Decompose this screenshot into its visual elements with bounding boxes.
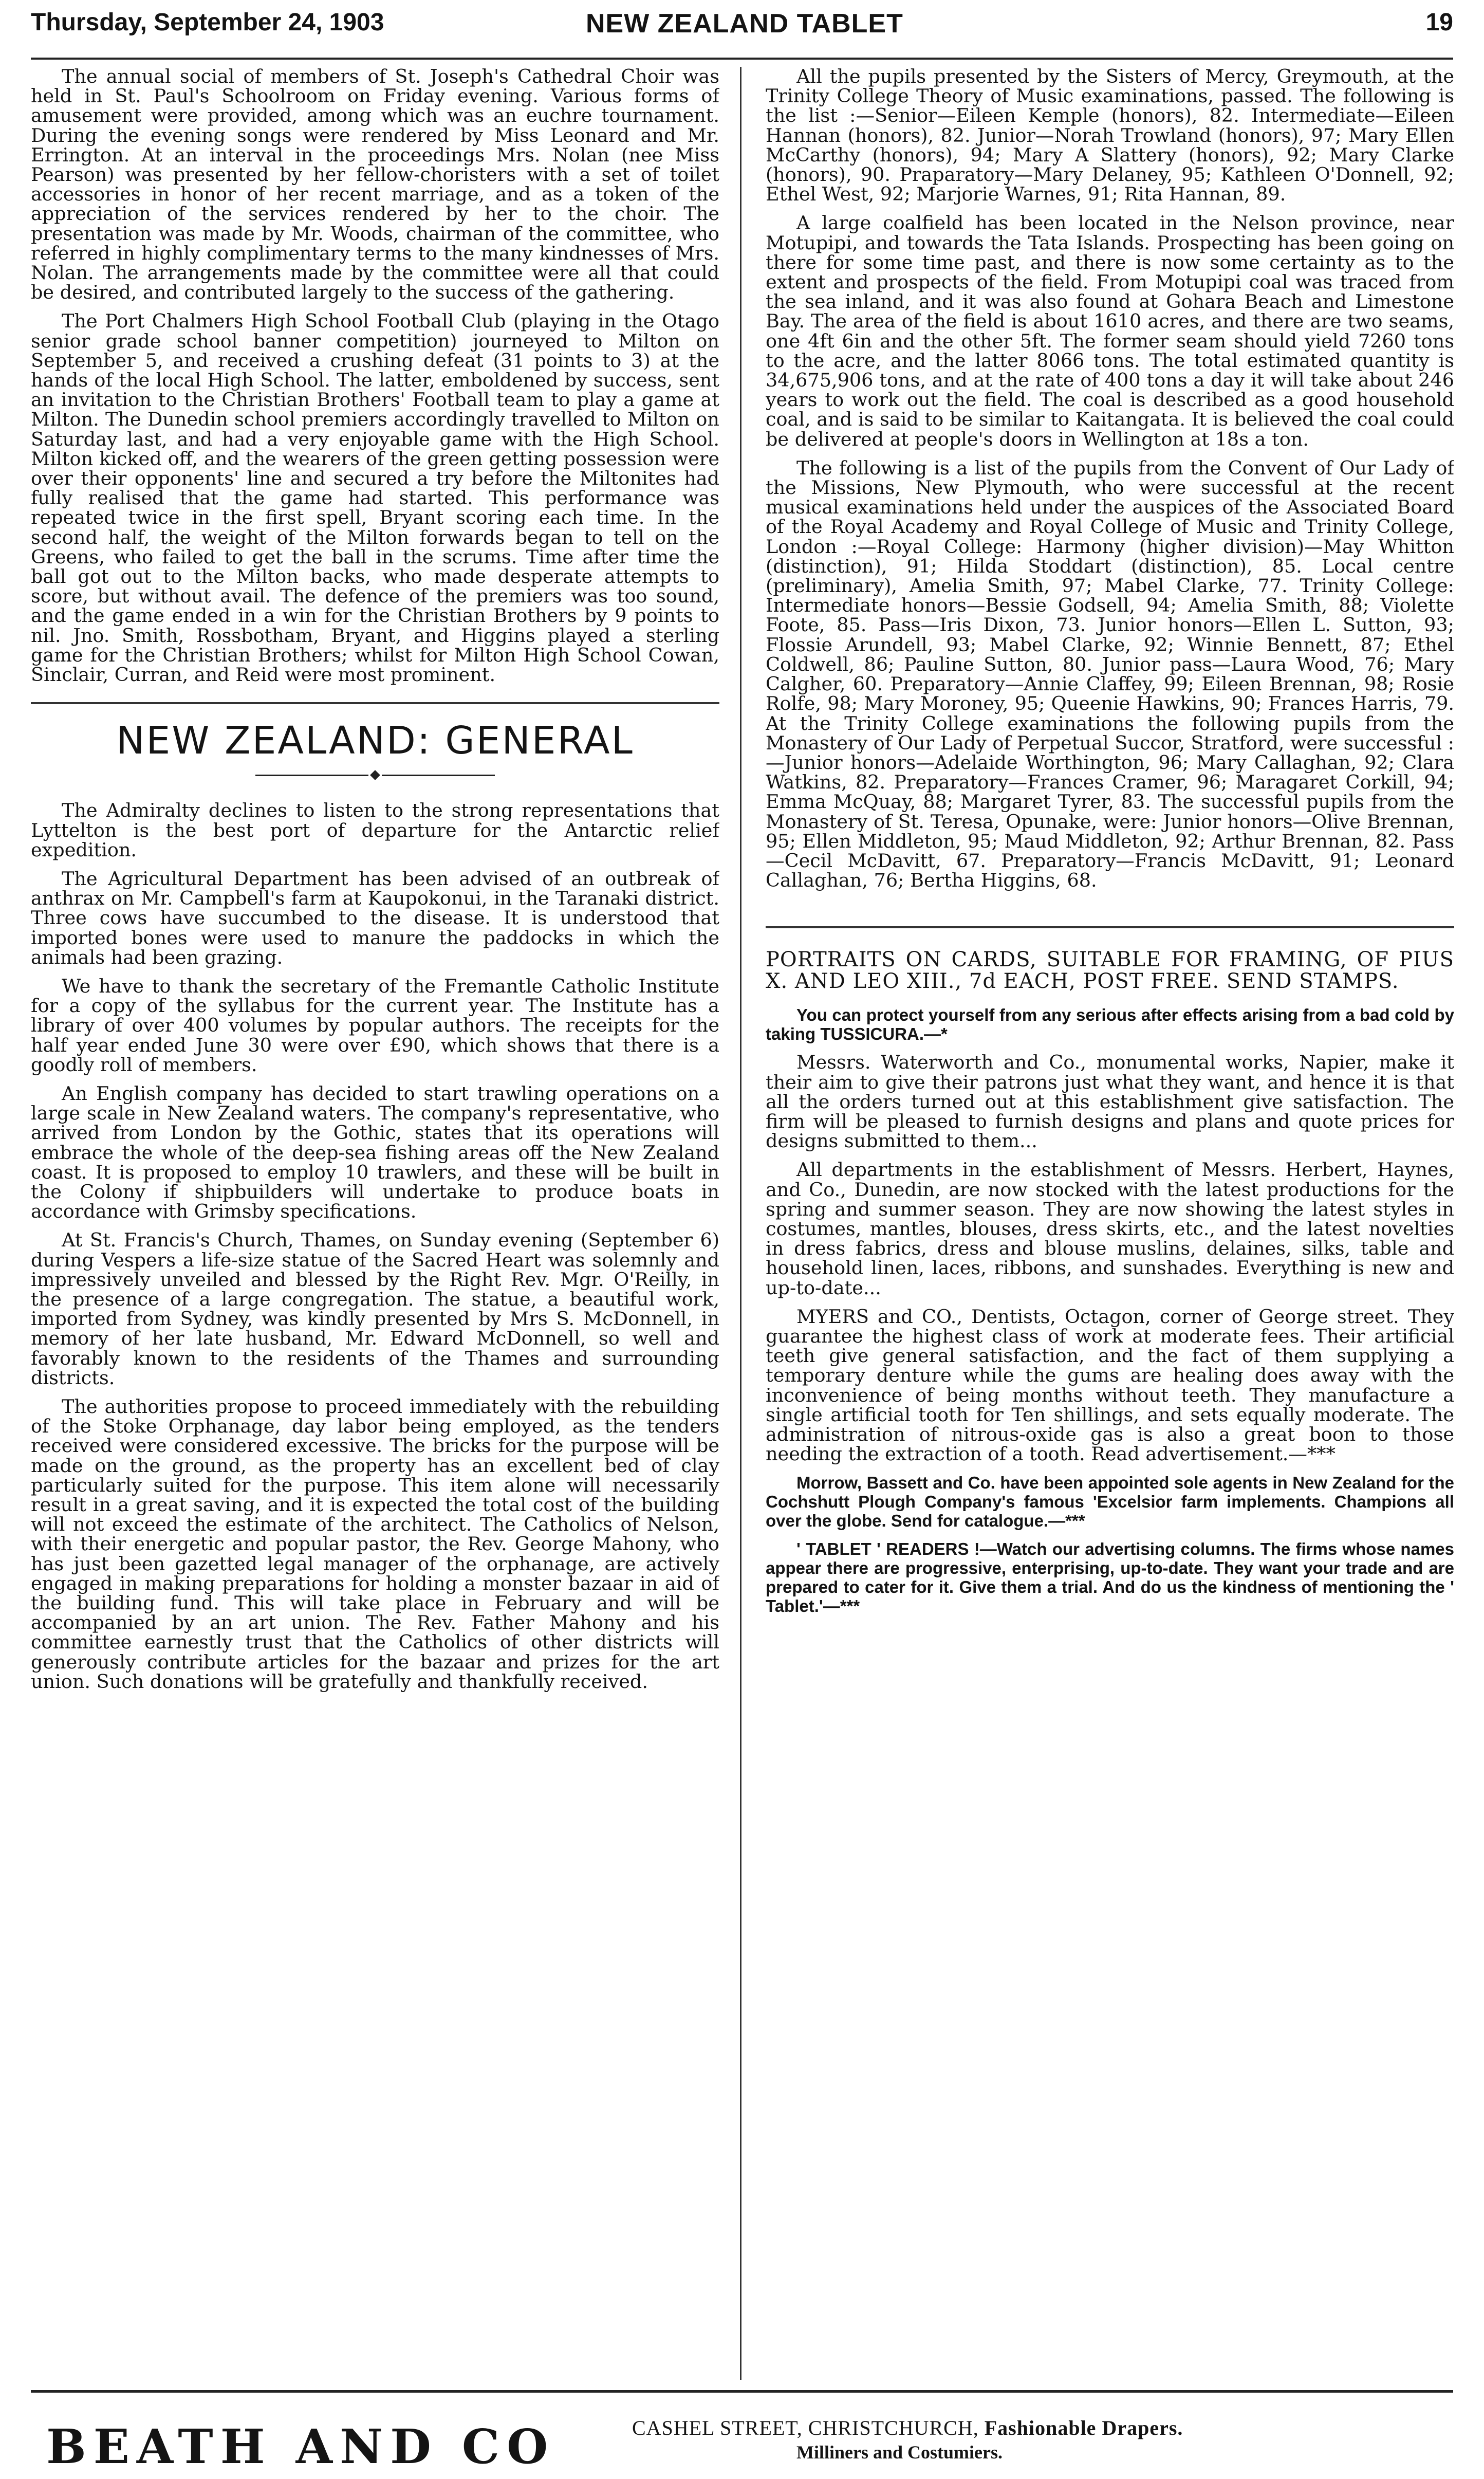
article-new-plymouth-exams: The following is a list of the pupils from the Convent of Our Lady of the Missions, New Plymouth, who were successful at the recent musical examinations held under the auspices of the Associated Board of the Royal Academy and Royal College of Music and Trinity College, London :—Royal College: Harmony (higher division)—May Whitton (distinction), 91; Hilda Stoddart (distinction), 85. Local centre (preliminary), Amelia Smith, 97; Mabel Clarke, 77. Trinity College: Intermediate honors—Bessie Godsell, 94; Amelia Smith, 88; Violette Foote, 85. Pass—Iris Dixon, 73. Junior honors—Ellen L. Sutton, 93; Flossie Arundell, 93; Mabel Clarke, 92; Winnie Bennett, 87; Ethel Coldwell, 86; Pauline Sutton, 80. Junior pass—Laura Wood, 76; Mary Calgher, 60. Preparatory—Annie Claffey, 99; Eileen Brennan, 98; Rosie Rolfe, 98; Mary Moroney, 95; Queenie Hawkins, 90; Frances Harris, 79. At the Trinity College examinations the following pupils from the Monastery of Our Lady of Perpetual Succor, Stratford, were successful :—Junior honors—Adelaide Worthington, 96; Mary Callaghan, 92; Clara Watkins, 82. Preparatory—Frances Cramer, 96; Maragaret Corkill, 94; Emma McQuay, 88; Margaret Tyrer, 83. The successful pupils from the Monastery of St. Teresa, Opunake, were: Junior honors—Olive Brennan, 95; Ellen Middleton, 95; Maud Middleton, 92; Arthur Brennan, 82. Pass—Cecil McDavitt, 67. Preparatory—Francis McDavitt, 91; Leonard Callaghan, 76; Bertha Higgins, 68.: [766, 456, 1454, 892]
footer-rule: [31, 2390, 1453, 2393]
header-date: Thursday, September 24, 1903: [31, 9, 384, 36]
portraits-notice: PORTRAITS ON CARDS, SUITABLE FOR FRAMING, OF PIUS X. AND LEO XIII., 7d EACH, POST FREE. SEND STAMPS.: [766, 948, 1454, 994]
page-header: [0, 0, 1484, 62]
ad-morrow-bassett: Morrow, Bassett and Co. have been appointed sole agents in New Zealand for the Cochshutt Plough Company's famous 'Excelsior farm implements. Champions all over the globe. Send for catalogue.—***: [766, 1473, 1454, 1531]
footer-trade-secondary: Milliners and Costumiers.: [796, 2442, 1003, 2463]
article-stoke-orphanage: The authorities propose to proceed immediately with the rebuilding of the Stoke Orphanage, day labor being employed, as the tenders received were considered excessive. The bricks for the purpose will be made on the ground, as the property has an excellent bed of clay particularly suited for the purpose. This item alone will necessarily result in a great saving, and it is expected the total cost of the building will not exceed the estimate of the architect. The Catholics of Nelson, with their energetic and popular pastor, the Rev. George Mahony, who has just been gazetted legal manager of the orphanage, are actively engaged in making preparations for holding a monster bazaar in aid of the building fund. This will take place in February and will be accompanied by an art union. The Rev. Father Mahony and his committee earnestly trust that the Catholics of other districts will generously contribute articles for the bazaar and prizes for the art union. Such donations will be gratefully and thankfully received.: [31, 1395, 719, 1693]
section-top-rule: [31, 702, 719, 704]
article-anthrax: The Agricultural Department has been advised of an outbreak of anthrax on Mr. Campbell's farm at Kaupokonui, in the Taranaki district. Three cows have succumbed to the disease. It is understood that imported bones were used to manure the paddocks in which the animals had been grazing.: [31, 867, 719, 968]
article-coalfield: A large coalfield has been located in the Nelson province, near Motupipi, and towards the Tata Islands. Prospecting has been going on there for some time past, and there is now some certainty as to the extent and prospects of the field. From Motupipi coal was traced from the sea inland, and it was also found at Gohara Beach and Limestone Bay. The area of the field is about 1610 acres, and there are two seams, one 4ft 6in and the other 5ft. The former seam should yield 7260 tons to the acre, and the latter 8066 tons. The total estimated quantity is 34,675,906 tons, and at the rate of 400 tons a day it will take about 246 years to work out the field. The coal is described as a good household coal, and is said to be similar to Kaitangata. It is believed the coal could be delivered at people's doors in Wellington at 18s a ton.: [766, 212, 1454, 450]
column-separator: [740, 67, 741, 2380]
article-admiralty: The Admiralty declines to listen to the strong representations that Lyttelton is the best port of departure for the Antarctic relief expedition.: [31, 799, 719, 861]
header-rule: [31, 58, 1453, 60]
footer-advertisement: [0, 2395, 1484, 2479]
ad-waterworth: Messrs. Waterworth and Co., monumental works, Napier, make it their aim to give their patrons just what they want, and hence it is that all the orders turned out at this establishment give satisfaction. The firm will be pleased to furnish designs and plans and quote prices for designs submitted to them...: [766, 1051, 1454, 1152]
section-title: NEW ZEALAND: GENERAL: [116, 719, 634, 763]
article-football-match: The Port Chalmers High School Football Club (playing in the Otago senior grade school banner competition) journeyed to Milton on September 5, and received a crushing defeat (31 points to 3) at the hands of the local High School. The latter, emboldened by success, sent an invitation to the Christian Brothers' Football team to play a game at Milton. The Dunedin school premiers accordingly travelled to Milton on Saturday last, and had a very enjoyable game with the High School. Milton kicked off, and the wearers of the green getting possession were over their opponents' line and secured a try before the Miltonites had fully realised that the game had started. This performance was repeated twice in the first spell, Bryant scoring each time. In the second half, the weight of the Milton forwards began to tell on the Greens, who failed to get the ball in the scrums. Time after time the ball got out to the Milton backs, who made desperate attempts to score, but without avail. The defence of the premiers was too sound, and the game ended in a win for the Christian Brothers by 9 points to nil. Jno. Smith, Rossbotham, Bryant, and Higgins played a sterling game for the Christian Brothers; whilst for Milton High School Cowan, Sinclair, Curran, and Reid were most prominent.: [31, 310, 719, 686]
left-column: [31, 67, 719, 2380]
article-fremantle-institute: We have to thank the secretary of the Fremantle Catholic Institute for a copy of the syllabus for the current year. The Institute has a library of over 400 volumes by popular authors. The receipts for the half year ended June 30 were over £90, which shows that there is a goodly roll of members.: [31, 975, 719, 1076]
header-title: NEW ZEALAND TABLET: [586, 9, 903, 39]
ad-myers-dentists: MYERS and CO., Dentists, Octagon, corner of George street. They guarantee the highest class of work at moderate fees. Their artificial teeth give general satisfaction, and the fact of them supplying a temporary denture while the gums are healing does away with the inconvenience of being months without teeth. They manufacture a single artificial tooth for Ten shillings, and sets equally moderate. The administration of nitrous-oxide gas is also a great boon to those needing the extraction of a tooth. Read advertisement.—***: [766, 1305, 1454, 1465]
ad-tablet-readers: ' TABLET ' READERS !—Watch our advertising columns. The firms whose names appear there are progressive, enterprising, up-to-date. They want your trade and are prepared to cater for it. Give them a trial. And do us the kindness of mentioning the ' Tablet.'—***: [766, 1539, 1454, 1616]
footer-trade-primary: Fashionable Drapers.: [984, 2416, 1183, 2439]
footer-advertiser-name: BEATH AND CO: [46, 2419, 555, 2474]
article-trawling: An English company has decided to start trawling operations on a large scale in New Zealand waters. The company's representative, who arrived from London by the Gothic, states that its operations will embrace the whole of the deep-sea fishing areas off the New Zealand coast. It is proposed to employ 10 trawlers, and these will be built in the Colony if shipbuilders will undertake to produce boats in accordance with Grimsby specifications.: [31, 1082, 719, 1223]
ad-herbert-haynes: All departments in the establishment of Messrs. Herbert, Haynes, and Co., Dunedin, are now stocked with the latest productions for the spring and summer season. They are now showing the latest styles in costumes, mantles, blouses, dress skirts, etc., and the latest novelties in dress fabrics, dress and blouse muslins, delaines, silks, table and household linen, laces, ribbons, and sunshades. Everything is new and up-to-date...: [766, 1159, 1454, 1299]
article-sacred-heart-statue: At St. Francis's Church, Thames, on Sunday evening (September 6) during Vespers a life-size statue of the Sacred Heart was solemnly and impressively unveiled and blessed by the Right Rev. Mgr. O'Reilly, in the presence of a large congregation. The statue, a beautiful work, imported from Sydney, was kindly presented by Mrs S. McDonnell, in memory of her late husband, Mr. Edward McDonnell, so well and favorably known to the residents of the Thames and surrounding districts.: [31, 1229, 719, 1389]
article-greymouth-exams: All the pupils presented by the Sisters of Mercy, Greymouth, at the Trinity College Theory of Music examinations, passed. The following is the list :—Senior—Eileen Kemple (honors), 82. Intermediate—Eileen Hannan (honors), 82. Junior—Norah Trowland (honors), 97; Mary Ellen McCarthy (honors), 94; Mary A Slattery (honors), 92; Mary Clarke (honors), 90. Praparatory—Mary Delaney, 95; Kathleen O'Donnell, 92; Ethel West, 92; Marjorie Warnes, 91; Rita Hannan, 89.: [766, 67, 1454, 206]
footer-address: CASHEL STREET, CHRISTCHURCH,: [632, 2416, 979, 2439]
article-choir-social: The annual social of members of St. Joseph's Cathedral Choir was held in St. Paul's Schoolroom on Friday evening. Various forms of amusement were provided, among which was an euchre tournament. During the evening songs were rendered by Miss Leonard and Mr. Errington. At an interval in the proceedings Mrs. Nolan (nee Miss Pearson) was presented by her fellow-choristers with a set of toilet accessories in honor of her recent marriage, and as a token of the appreciation of the services rendered by her to the choir. The presentation was made by Mr. Woods, chairman of the committee, who referred in highly complimentary terms to the many kindnesses of Mrs. Nolan. The arrangements made by the committee were all that could be desired, and contributed largely to the success of the gathering.: [31, 67, 719, 304]
tussicura-notice: You can protect yourself from any serious after effects arising from a bad cold by taking TUSSICURA.—*: [766, 1005, 1454, 1044]
notices-top-rule: [766, 926, 1454, 928]
section-ornament: [31, 767, 719, 782]
header-page-number: 19: [1425, 9, 1453, 36]
right-column: [766, 67, 1454, 2380]
footer-address-line: [632, 2416, 1183, 2440]
